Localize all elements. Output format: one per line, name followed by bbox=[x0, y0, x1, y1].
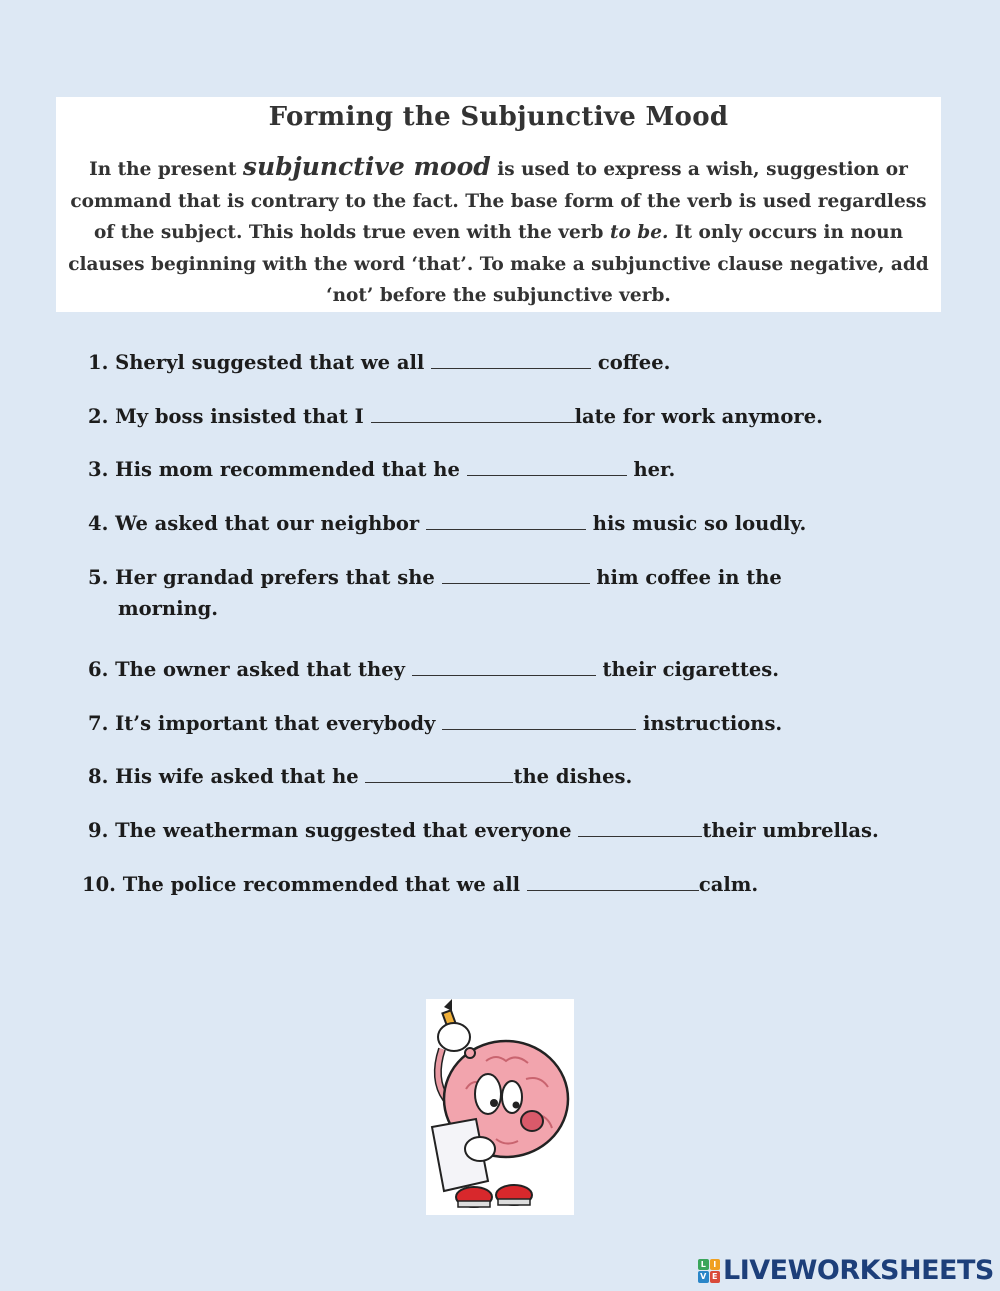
answer-blank-5[interactable] bbox=[442, 565, 590, 584]
question-text-after: their cigarettes. bbox=[595, 658, 780, 681]
question-4 bbox=[88, 508, 806, 539]
question-text-after: late for work anymore. bbox=[574, 405, 823, 428]
question-number: 4. bbox=[88, 512, 109, 535]
intro-box bbox=[56, 97, 941, 312]
badge-letter: V bbox=[698, 1271, 709, 1283]
question-3 bbox=[88, 454, 675, 485]
question-text-after: his music so loudly. bbox=[586, 512, 807, 535]
question-text-after: him coffee in the bbox=[589, 566, 782, 589]
intro-text-1: In the present bbox=[89, 159, 243, 180]
intro-text-2: is used to express a wish, suggestion or command that is contrary to the fact. The base form of the verb is used regardless of the subject. This holds true even with the verb bbox=[70, 159, 927, 243]
liveworksheets-logo[interactable] bbox=[698, 1255, 994, 1286]
question-number: 2. bbox=[88, 405, 109, 428]
question-text: It’s important that everybody bbox=[115, 712, 443, 735]
worksheet-title: Forming the Subjunctive Mood bbox=[268, 102, 729, 132]
badge-letter: L bbox=[698, 1259, 709, 1271]
live-badge-icon bbox=[698, 1259, 720, 1283]
question-number: 9. bbox=[88, 819, 109, 842]
answer-blank-4[interactable] bbox=[426, 511, 586, 530]
answer-blank-1[interactable] bbox=[431, 350, 591, 369]
question-text-continued: morning. bbox=[118, 597, 219, 620]
question-text: His mom recommended that he bbox=[115, 458, 467, 481]
question-number: 1. bbox=[88, 351, 109, 374]
question-text: The weatherman suggested that everyone bbox=[115, 819, 579, 842]
intro-text-3: It only occurs in noun clauses beginning with the word ‘that’. To make a subjunctive clause negative, add ‘not’ before the subjunctive verb. bbox=[68, 222, 929, 306]
question-1 bbox=[88, 347, 670, 378]
answer-blank-8[interactable] bbox=[365, 764, 513, 783]
answer-blank-6[interactable] bbox=[412, 657, 596, 676]
question-text: Her grandad prefers that she bbox=[115, 566, 442, 589]
question-number: 5. bbox=[88, 566, 109, 589]
question-text-after: the dishes. bbox=[513, 765, 633, 788]
question-7 bbox=[88, 708, 782, 739]
question-text: The owner asked that they bbox=[115, 658, 412, 681]
question-10 bbox=[82, 869, 758, 900]
answer-blank-10[interactable] bbox=[527, 872, 699, 891]
brain-illustration bbox=[426, 999, 574, 1215]
question-text: My boss insisted that I bbox=[115, 405, 371, 428]
badge-letter: I bbox=[710, 1259, 721, 1271]
logo-text: LIVEWORKSHEETS bbox=[723, 1255, 994, 1286]
question-text-after: coffee. bbox=[591, 351, 671, 374]
answer-blank-7[interactable] bbox=[442, 711, 636, 730]
question-text: His wife asked that he bbox=[115, 765, 366, 788]
question-8 bbox=[88, 761, 632, 792]
question-number: 3. bbox=[88, 458, 109, 481]
question-text-after: her. bbox=[626, 458, 676, 481]
question-number: 6. bbox=[88, 658, 109, 681]
question-text: Sheryl suggested that we all bbox=[115, 351, 432, 374]
answer-blank-2[interactable] bbox=[371, 404, 575, 423]
intro-italic: to be. bbox=[609, 222, 669, 243]
question-text-after: instructions. bbox=[636, 712, 783, 735]
question-text-after: their umbrellas. bbox=[702, 819, 879, 842]
answer-blank-3[interactable] bbox=[467, 457, 627, 476]
question-text: The police recommended that we all bbox=[122, 873, 527, 896]
question-number: 8. bbox=[88, 765, 109, 788]
intro-paragraph bbox=[64, 151, 933, 312]
question-6 bbox=[88, 654, 779, 685]
badge-letter: E bbox=[710, 1271, 721, 1283]
question-number: 7. bbox=[88, 712, 109, 735]
question-text: We asked that our neighbor bbox=[115, 512, 426, 535]
brain-cartoon-icon bbox=[426, 999, 574, 1215]
question-9 bbox=[88, 815, 879, 846]
question-5 bbox=[88, 562, 782, 624]
question-number: 10. bbox=[82, 873, 116, 896]
answer-blank-9[interactable] bbox=[578, 818, 702, 837]
question-text-after: calm. bbox=[698, 873, 759, 896]
question-2 bbox=[88, 401, 823, 432]
intro-emphasis: subjunctive mood bbox=[242, 152, 491, 181]
